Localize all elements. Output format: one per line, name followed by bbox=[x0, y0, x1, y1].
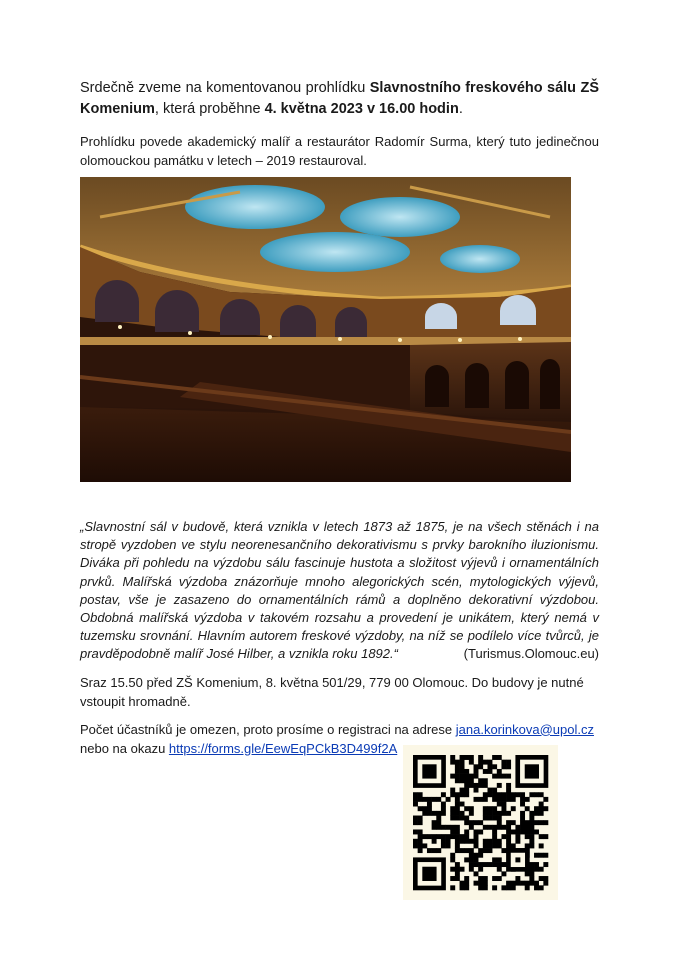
quote-text: „Slavnostní sál v budově, která vznikla v letech 1873 až 1875, je na všech stěnách i na stropě vyzdoben ve stylu neorenesančního dekorativismu s prvky barokního iluzionismu. Diváka při pohledu na výzdobu sálu fascinuje hustota a složitost výjevů i ornamentálních prvků. Malířská výzdoba znázorňuje mnoho alegorických scén, mytologických výjevů, postav, vše je zasazeno do ornamentálních rámů a doplněno dekorativní výzdobou. Obdobná malířská výzdoba v takovém rozsahu a provedení je unikátem, který nemá v tuzemsku srovnání. Hlavním autorem freskové výzdoby, na níž se podílelo více tvůrců, je pravděpodobně malíř José Hilber, a vznikla roku 1892.“ bbox=[80, 519, 599, 662]
intro-text-3: . bbox=[458, 101, 463, 117]
registration-text-1: Počet účastníků je omezen, proto prosíme o registraci na adrese bbox=[80, 721, 456, 737]
event-datetime: 4. května 2023 v 16.00 hodin bbox=[264, 101, 459, 117]
meeting-paragraph: Sraz 15.50 před ZŠ Komenium, 8. května 501/29, 779 00 Olomouc. Do budovy je nutné vstoupit hromadně. bbox=[80, 674, 584, 709]
registration-text-2: nebo na okazu bbox=[80, 740, 169, 756]
quote-paragraph bbox=[80, 518, 599, 664]
fresco-hall-photo bbox=[80, 177, 571, 482]
form-link[interactable]: https://forms.gle/EewEqPCkB3D499f2A bbox=[168, 740, 398, 756]
registration-qr-code bbox=[403, 745, 558, 900]
intro-paragraph bbox=[80, 78, 599, 120]
email-link[interactable]: jana.korinkova@upol.cz bbox=[455, 721, 594, 737]
quote-source: (Turismus.Olomouc.eu) bbox=[463, 646, 599, 662]
intro-text-1: Srdečně zveme na komentovanou prohlídku bbox=[80, 80, 370, 96]
venue-name: Slavnostního freskového sálu ZŠ Komenium bbox=[80, 80, 599, 117]
intro-text-2: , která proběhne bbox=[154, 101, 265, 117]
guide-paragraph: Prohlídku povede akademický malíř a restaurátor Radomír Surma, který tuto jedinečnou olomouckou památku v letech – 2019 restauroval. bbox=[80, 134, 599, 168]
invitation-document bbox=[80, 78, 599, 758]
